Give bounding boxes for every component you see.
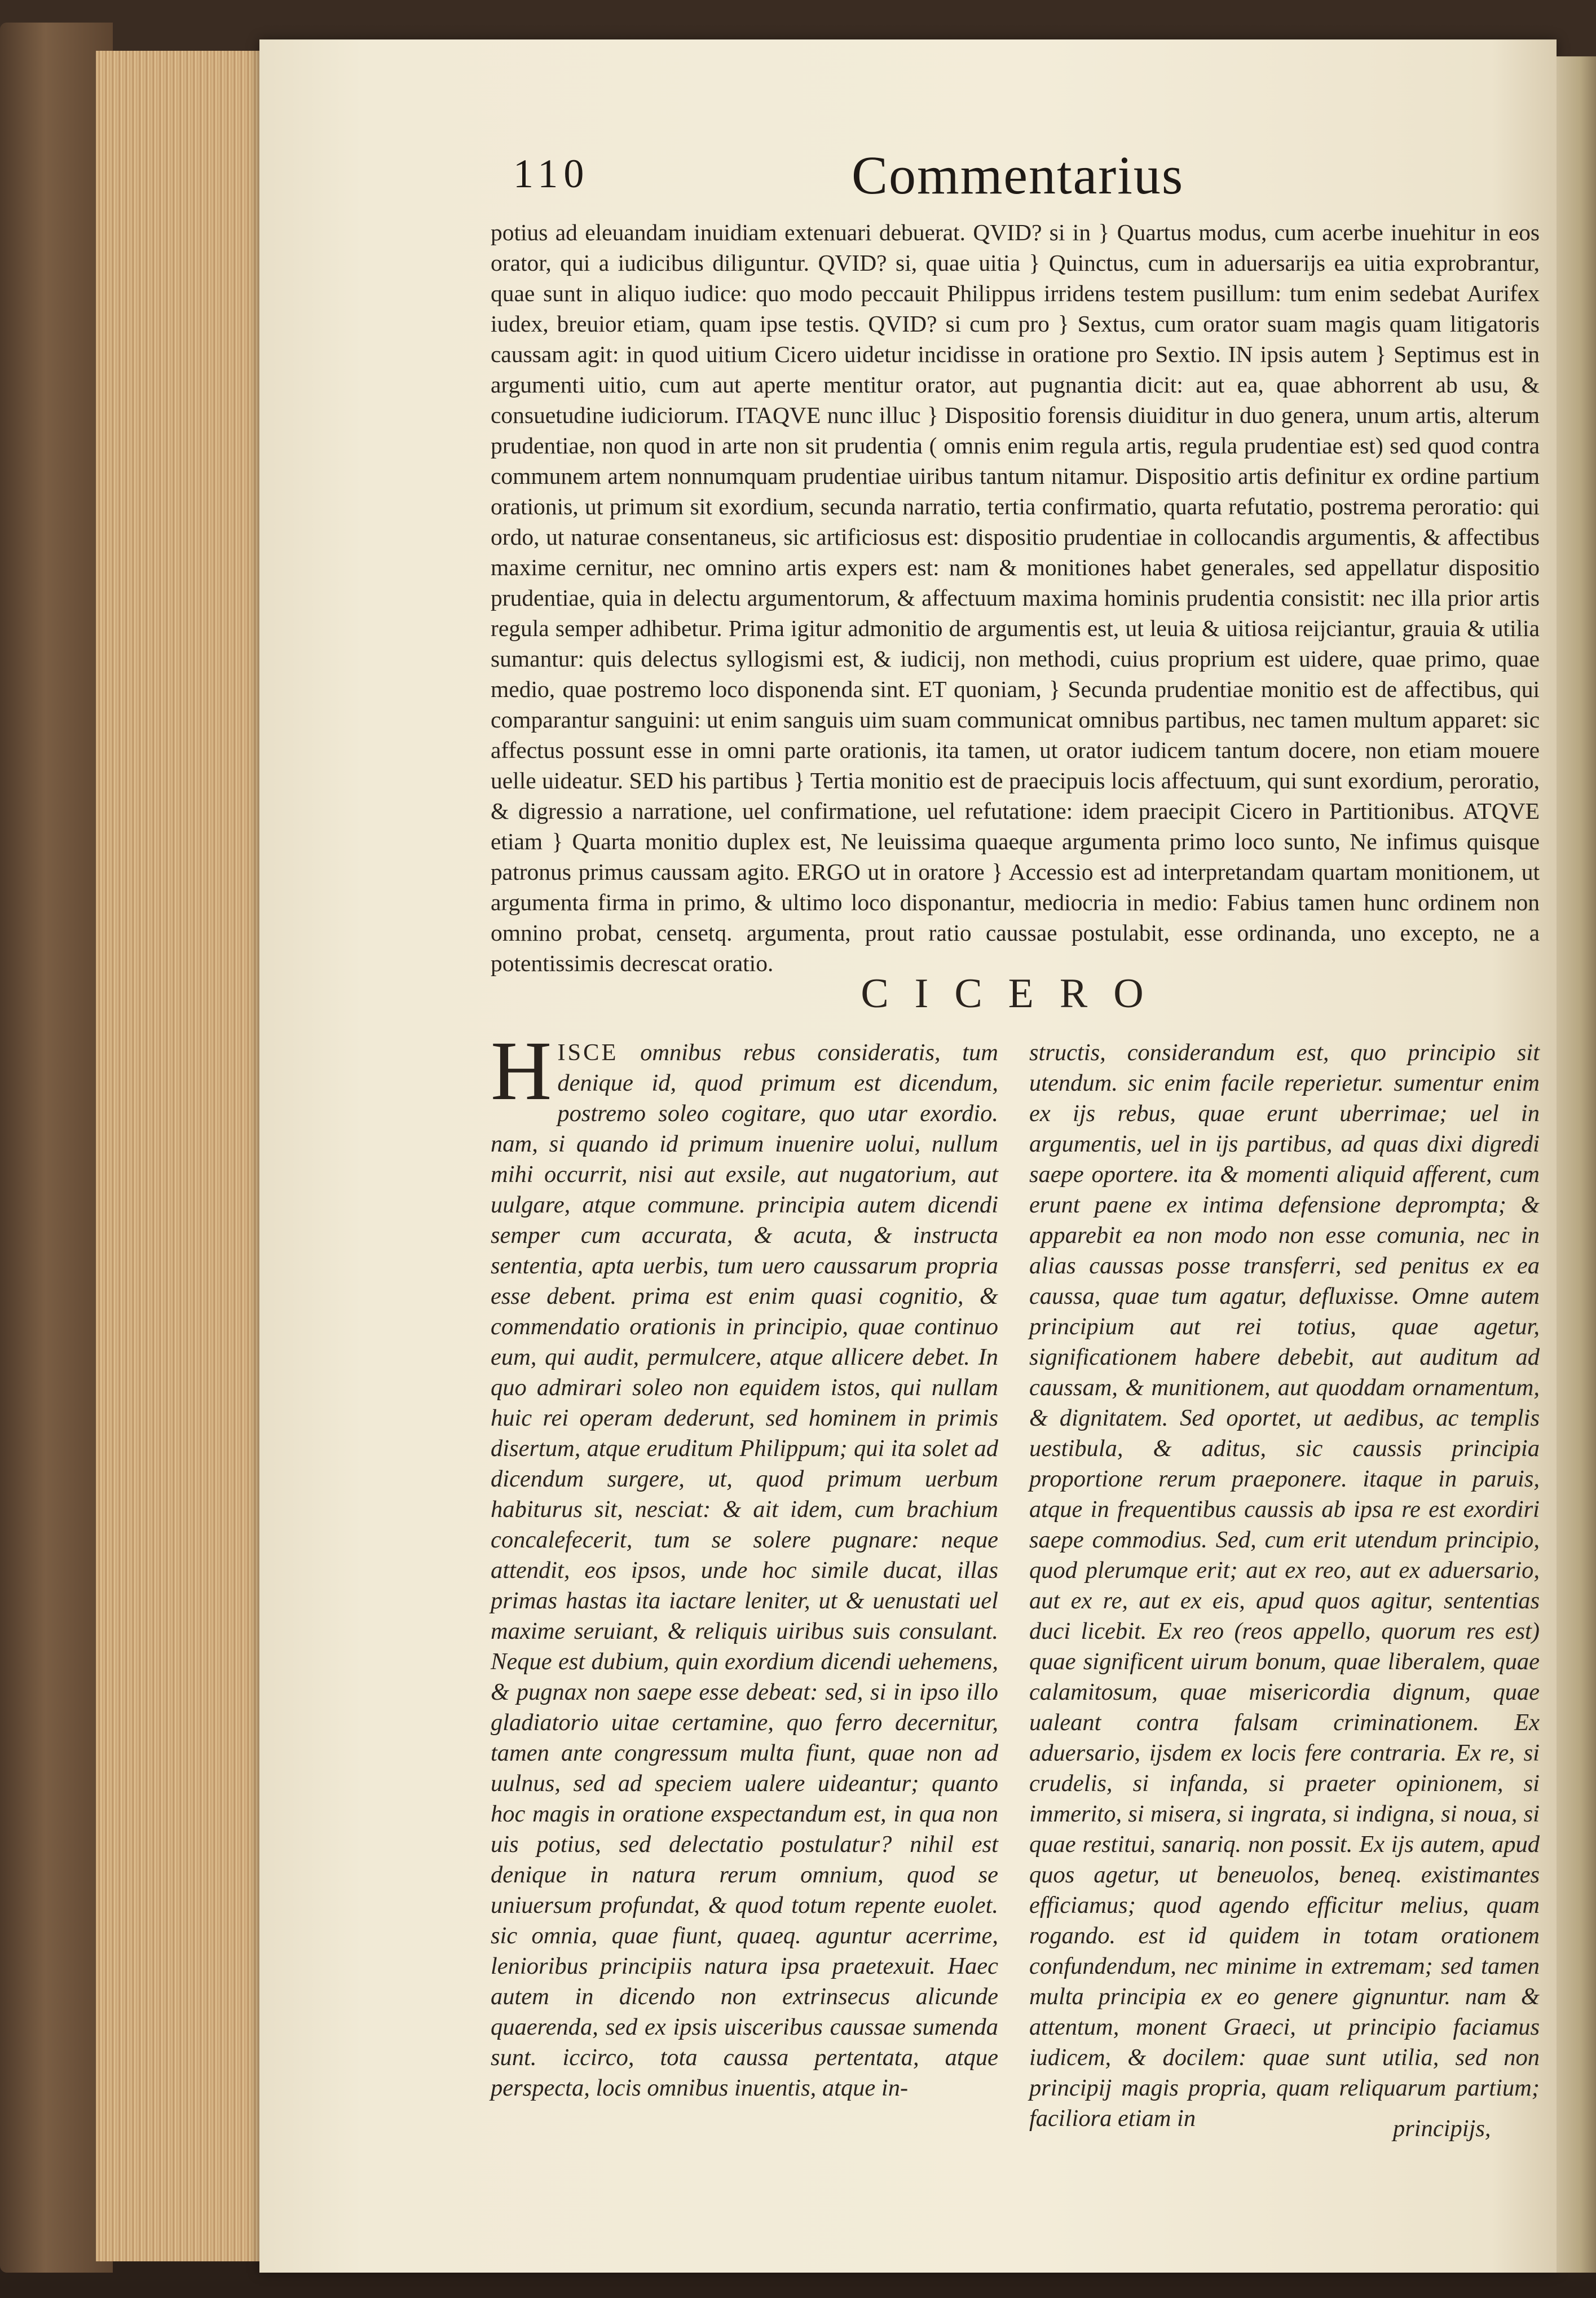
facing-page-edge [1557,56,1596,2273]
commentary-block [491,217,1540,978]
drop-cap: H [491,1024,552,1118]
page-number: 110 [513,151,590,196]
commentary-paragraph: potius ad eleuandam inuidiam extenuari debuerat. QVID? si in } Quartus modus, cum acerbe inuehitur in eos orator, qui a iudicibus diliguntur. QVID? si, quae uitia } Quinctus, cum in aduersarijs ea uitia exprobrantur, quae sunt in aliquo iudice: quo modo peccauit Philippus irridens testem pusillum: tum enim sedebat Aurifex iudex, breuior etiam, quam ipse testis. QVID? si cum pro } Sextus, cum orator suam magis quam litigatoris caussam agit: in quod uitium Cicero uidetur incidisse in oratione pro Sextio. IN ipsis autem } Septimus est in argumenti uitio, cum aut aperte mentitur orator, aut pugnantia dicit: aut ea, quae abhorrent ab usu, & consuetudine iudiciorum. ITAQVE nunc illuc } Dispositio forensis diuiditur in duo genera, unum artis, alterum prudentiae, non quod in arte non sit prudentia ( omnis enim regula artis, regula prudentiae est) sed quod contra communem artem nonnumquam prudentiae uiribus tantum nitamur. Dispositio artis definitur ex ordine partium orationis, ut primum sit exordium, secunda narratio, tertia confirmatio, quarta refutatio, postrema peroratio: qui ordo, ut naturae consentaneus, sic artificiosus est: dispositio prudentiae in collocandis argumentis, & affectibus maxime cernitur, nec omnino artis expers est: nam & monitiones habet generales, sed appellatur dispositio prudentiae, quia in delectu argumentorum, & affectuum maxima hominis prudentia consistit: nec illa prior artis regula semper adhibetur. Prima igitur admonitio de argumentis est, ut leuia & uitiosa reijciantur, grauia & utilia sumantur: quis delectus syllogismi est, & iudicij, non methodi, cuius proprium est uidere, quae primo, quae medio, quae postremo loco disponenda sint. ET quoniam, } Secunda prudentiae monitio est de affectibus, qui comparantur sanguini: ut enim sanguis uim suam communicat omnibus partibus, nec tamen multum apparet: sic affectus possunt esse in omni parte orationis, ita tamen, ut orator iudicem tantum docere, non etiam mouere uelle uideatur. SED his partibus } Tertia monitio est de praecipuis locis affectuum, qui sunt exordium, peroratio, & digressio a narratione, uel confirmatione, uel refutatione: idem praecipit Cicero in Partitionibus. ATQVE etiam } Quarta monitio duplex est, Ne leuissima quaeque argumenta primo loco sunto, Ne infimus quisque patronus primus caussam agito. ERGO ut in oratore } Accessio est ad interpretandam quartam monitionem, ut argumenta firma in primo, & ultimo loco disponantur, mediocria in medio: Fabius tamen hunc ordinem non omnino probat, censetq. argumenta, prout ratio caussae postulabit, esse ordinanda, uno excepto, ne a potentissimis decrescat oratio. [491,219,1540,976]
cicero-left-column [491,1024,998,2103]
page-edges [96,51,266,2261]
cicero-right-column [1029,1038,1540,2134]
section-heading: CICERO [861,971,1170,1017]
left-column-text: omnibus rebus consideratis, tum denique id, quod primum est dicendum, postremo soleo cogitare, quo utar exordio. nam, si quando id primum inuenire uolui, nullum mihi occurrit, nisi aut exsile, aut nugatorium, aut uulgare, atque commune. principia autem dicendi semper cum accurata, & acuta, & instructa sententia, apta uerbis, tum uero caussarum propria esse debent. prima est enim quasi cognitio, & commendatio orationis in principio, quae continuo eum, qui audit, permulcere, atque allicere debet. In quo admirari soleo non equidem istos, qui nullam huic rei operam dederunt, sed hominem in primis disertum, atque eruditum Philippum; qui ita solet ad dicendum surgere, ut, quod primum uerbum habiturus sit, nesciat: & ait idem, cum brachium concalefecerit, tum se solere pugnare: neque attendit, eos ipsos, unde hoc simile ducat, illas primas hastas ita iactare leniter, ut & uenustati uel maxime seruiant, & reliquis uiribus suis consulant. Neque est dubium, quin exordium dicendi uehemens, & pugnax non saepe esse debeat: sed, si in ipso illo gladiatorio uitae certamine, quo ferro decernitur, tamen ante congressum multa fiunt, quae non ad uulnus, sed ad speciem ualere uideantur; quanto hoc magis in oratione exspectandum est, in qua non uis potius, sed delectatio postulatur? nihil est denique in natura rerum omnium, quod se uniuersum profundat, & quod totum repente euolet. sic omnia, quae fiunt, quaeq. aguntur acerrime, lenioribus principiis natura ipsa praetexuit. Haec autem in dicendo non extrinsecus alicunde quaerenda, sed ex ipsis uisceribus caussae sumenda sunt. iccirco, tota caussa pertentata, atque perspecta, locis omnibus inuentis, atque in- [491,1039,998,2101]
running-head [513,144,1224,211]
opening-small-caps: ISCE [557,1039,619,1066]
right-column-text: structis, considerandum est, quo principio sit utendum. sic enim facile reperietur. sumentur enim ex ijs rebus, quae erunt uberrimae; uel in argumentis, uel in ijs partibus, ad quas dixi digredi saepe oportere. ita & momenti aliquid afferent, cum erunt paene ex intima defensione deprompta; & apparebit ea non modo non esse comunia, nec in alias caussas posse transferri, sed penitus ex ea caussa, quae tum agatur, defluxisse. Omne autem principium aut rei totius, quae agetur, significationem habere debebit, aut auditum ad caussam, & munitionem, aut quoddam ornamentum, & dignitatem. Sed oportet, ut aedibus, ac templis uestibula, & aditus, sic caussis principia proportione rerum praeponere. itaque in paruis, atque in frequentibus caussis ab ipsa re est exordiri saepe commodius. Sed, cum erit utendum principio, quod plerumque erit; aut ex reo, aut ex aduersario, aut ex re, aut ex eis, apud quos agitur, sententias duci licebit. Ex reo (reos appello, quorum res est) quae significent uirum bonum, quae liberalem, quae calamitosum, quae misericordia dignum, quae ualeant contra falsam criminationem. Ex aduersario, ijsdem ex locis fere contraria. Ex re, si crudelis, si infanda, si praeter opinionem, si immerito, si misera, si ingrata, si indigna, si noua, si quae restitui, sanariq. non possit. Ex ijs autem, apud quos agetur, ut beneuolos, beneq. existimantes efficiamus; quod agendo efficitur melius, quam rogando. est id quidem in totam orationem confundendum, nec minime in extremam; sed tamen multa principia ex eo genere gignuntur. nam & attentum, monent Graeci, ut principio faciamus iudicem, & docilem: quae sunt utilia, sed non principij magis propria, quam reliquarum partium; faciliora etiam in [1029,1039,1540,2132]
page-title: Commentarius [852,145,1184,205]
catchword: principijs, [1393,2115,1491,2142]
